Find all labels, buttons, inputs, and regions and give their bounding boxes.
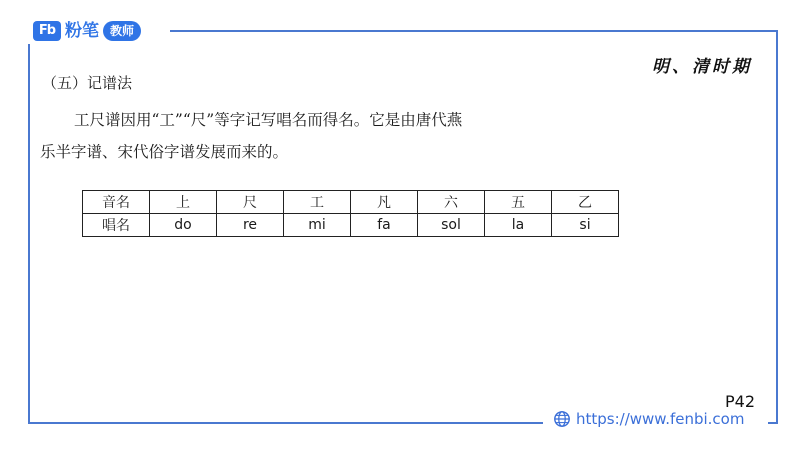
table-cell: si: [552, 214, 619, 237]
footer-link[interactable]: [553, 410, 744, 428]
frame-bottom-rule: [28, 422, 543, 424]
table-cell: sol: [418, 214, 485, 237]
page-number: P42: [725, 392, 756, 411]
row-header: 音名: [83, 191, 150, 214]
row-header: 唱名: [83, 214, 150, 237]
table-cell: 六: [418, 191, 485, 214]
table-cell: fa: [351, 214, 418, 237]
table-row: [83, 214, 619, 237]
table-cell: 尺: [217, 191, 284, 214]
body-paragraph: 工尺谱因用“工”“尺”等字记写唱名而得名。它是由唐代燕乐半字谱、宋代俗字谱发展而来的。: [40, 111, 463, 161]
notation-table: [82, 190, 619, 237]
logo-brand-name: 粉笔: [65, 21, 99, 41]
table-cell: 上: [150, 191, 217, 214]
table-cell: do: [150, 214, 217, 237]
frame-left-rule: [28, 44, 30, 424]
table-cell: mi: [284, 214, 351, 237]
table-cell: 乙: [552, 191, 619, 214]
frame-right-rule: [776, 30, 778, 424]
frame-top-rule: [170, 30, 776, 32]
table-cell: 凡: [351, 191, 418, 214]
table-cell: 五: [485, 191, 552, 214]
fenbi-logo: [33, 20, 141, 42]
table-cell: 工: [284, 191, 351, 214]
logo-mark: Fb: [33, 21, 61, 41]
table-cell: re: [217, 214, 284, 237]
frame-bottom-rule-end: [768, 422, 778, 424]
section-heading: （五）记谱法: [42, 74, 133, 92]
logo-badge: 教师: [103, 21, 141, 41]
table-row: [83, 191, 619, 214]
footer-url[interactable]: https://www.fenbi.com: [576, 410, 745, 428]
table-cell: la: [485, 214, 552, 237]
era-title: 明、清时期: [652, 57, 752, 77]
globe-icon: [553, 410, 571, 428]
